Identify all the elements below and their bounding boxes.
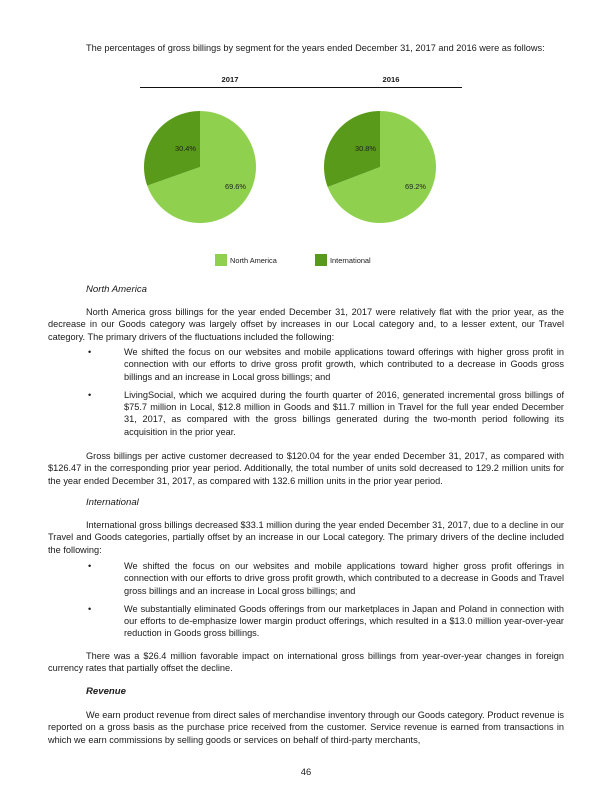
legend-label-international: International — [330, 255, 371, 265]
pie-2016-label-international: 30.8% — [355, 144, 376, 153]
page-number: 46 — [300, 766, 312, 777]
pie-2017-label-international: 30.4% — [175, 144, 196, 153]
bullet-dot: • — [88, 389, 92, 400]
bullet-dot: • — [88, 561, 92, 571]
gross-billings-per-customer-paragraph: Gross billings per active customer decreased to $120.04 for the year ended December 31, 2017, as compared with $126.47 in the corresponding prior year period. Additionally, the total number of units sold decreased to 129.2 million units for the year ended December 31, 2017, as compared with 132.6 million units in the prior year period. — [48, 451, 564, 486]
international-heading: International — [86, 497, 139, 508]
bullet-item: • We shifted the focus on our websites and mobile applications toward higher gross profit offerings in connection with our efforts to drive gross profit growth, which contributed to a decrease in Goods and Travel gross billings and an increase in Local gross billings; and — [88, 561, 564, 596]
legend-swatch-north-america — [215, 254, 227, 266]
north-america-heading: North America — [86, 284, 147, 295]
revenue-paragraph: We earn product revenue from direct sales of merchandise inventory through our Goods category. Product revenue is reported on a gross basis as the purchase price received from the customer. Service revenue is earned from transactions in which we earn commissions by selling goods or services on behalf of third-party merchants, — [48, 710, 564, 745]
intro-paragraph: The percentages of gross billings by segment for the years ended December 31, 2017 and 2016 were as follows: — [86, 43, 545, 53]
chart-2017-rule — [140, 87, 320, 88]
legend-label-north-america: North America — [230, 255, 277, 265]
pie-2017-label-north-america: 69.6% — [225, 182, 246, 191]
bullet-item: • LivingSocial, which we acquired during the fourth quarter of 2016, generated incremental gross billings of $75.7 million in Local, $12.8 million in Goods and $11.7 million in Travel for the full year ended December 31, 2017, as compared with the gross billings generated during the two-month period following its acquisition in the prior year. — [88, 389, 564, 437]
north-america-paragraph: North America gross billings for the year ended December 31, 2017 were relatively flat with the prior year, as the decrease in our Goods category was largely offset by increases in our Local category and, to a lesser extent, our Travel category. The primary drivers of the fluctuations included the following: — [48, 307, 564, 342]
bullet-dot: • — [88, 603, 92, 614]
pie-charts — [0, 100, 612, 260]
north-america-bullets — [48, 346, 564, 444]
pie-2016-label-north-america: 69.2% — [405, 182, 426, 191]
revenue-heading: Revenue — [86, 686, 126, 697]
bullet-item: • We shifted the focus on our websites and mobile applications toward offerings with higher gross profit in connection with our efforts to drive gross profit growth, which contributed to a decrease in Goods gross billings and an increase in Local gross billings; and — [88, 347, 564, 382]
legend-swatch-international — [315, 254, 327, 266]
chart-2017-title: 2017 — [221, 75, 239, 84]
bullet-dot: • — [88, 347, 92, 357]
legend-international — [315, 254, 371, 266]
currency-impact-paragraph: There was a $26.4 million favorable impact on international gross billings from year-over-year changes in foreign currency rates that partially offset the decline. — [48, 651, 564, 674]
legend-north-america — [215, 254, 277, 266]
international-paragraph: International gross billings decreased $33.1 million during the year ended December 31, 2017, due to a decline in our Travel and Goods categories, partially offset by an increase in our Local category. The primary drivers of the decline included the following: — [48, 520, 564, 555]
chart-2016-title: 2016 — [382, 75, 400, 84]
bullet-item: • We substantially eliminated Goods offerings from our marketplaces in Japan and Poland in connection with our efforts to de-emphasize lower margin product offerings, which resulted in a $13.0 million year-over-year reduction in Goods gross billings. — [88, 603, 564, 639]
international-bullets — [48, 560, 564, 646]
chart-2016-rule — [320, 87, 462, 88]
